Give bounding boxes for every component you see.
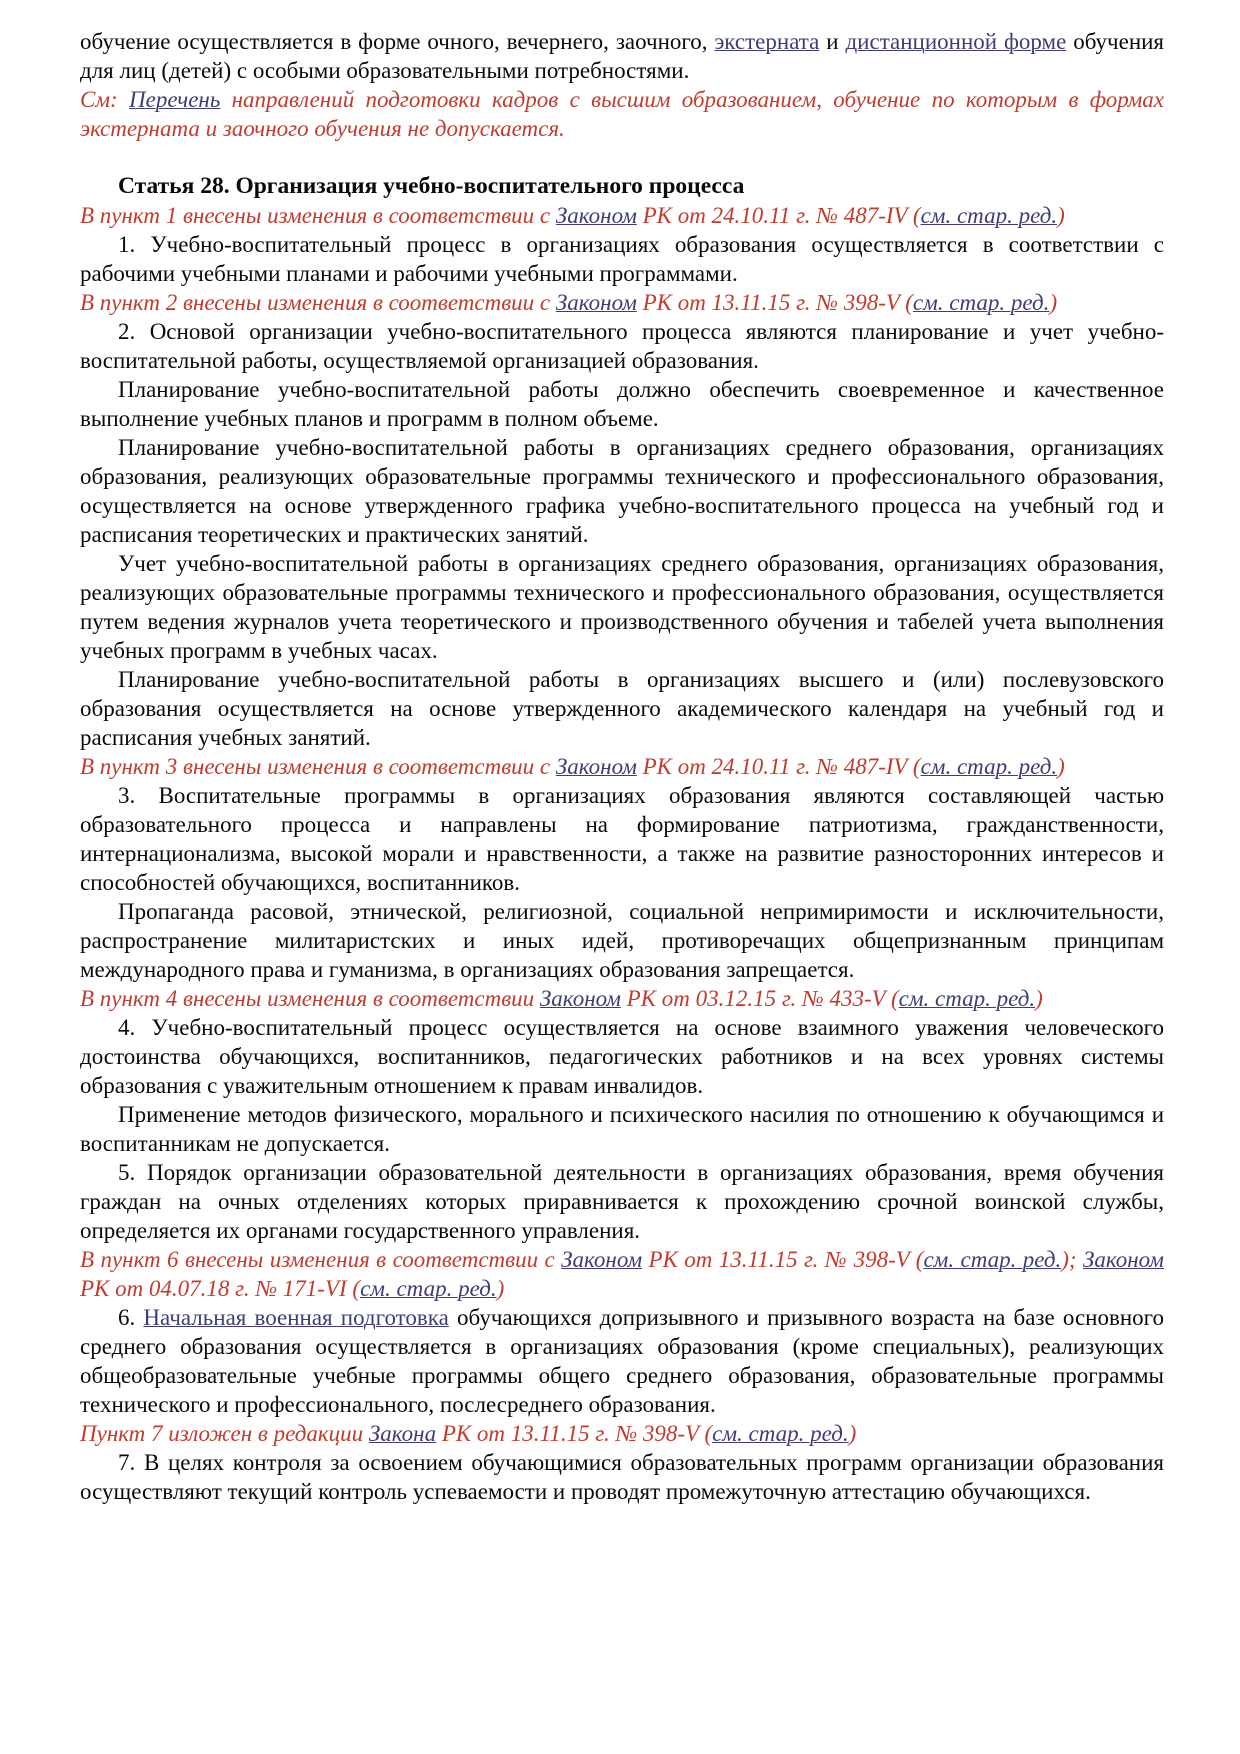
text-run: Пропаганда расовой, этнической, религиозной, социальной непримиримости и исключительности, распространение милитаристских и иных идей, противоречащих общепризнанным принципам международного права и гуманизма, в организациях образования запрещается. (80, 899, 1164, 982)
text-run: В пункт 2 внесены изменения в соответствии с (80, 290, 556, 315)
text-run: направлений подготовки кадров с высшим образованием, обучение по которым в формах экстерната и заочного обучения не допускается. (80, 87, 1165, 141)
para-2-planning (80, 375, 1164, 433)
note-p4-amended (80, 984, 1164, 1013)
text-run: РК от 04.07.18 г. № 171-VI ( (80, 1276, 361, 1301)
text-run: В пункт 6 внесены изменения в соответствии с (80, 1247, 562, 1272)
link-zakon-398[interactable]: Законом (561, 1247, 643, 1272)
text-run: 6. (118, 1305, 144, 1330)
link-zakon-487[interactable]: Законом (555, 203, 637, 228)
link-perechen[interactable]: Перечень (129, 87, 221, 112)
text-run: РК от 24.10.11 г. № 487-IV ( (636, 203, 921, 228)
link-sm-star-red[interactable]: см. стар. ред. (920, 754, 1058, 779)
para-1 (80, 230, 1164, 288)
text-run: обучающихся допризывного и призывного возраста на базе основного среднего образования осуществляется в организациях образования (кроме специальных), реализующих общеобразовательные учебные программы общего среднего образования, образовательные программы технического и профессионального, послесреднего образования. (80, 1305, 1164, 1417)
text-run: 1. Учебно-воспитательный процесс в организациях образования осуществляется в соответствии с рабочими учебными планами и рабочими учебными программами. (80, 232, 1164, 286)
text-run: и (819, 29, 846, 54)
para-5 (80, 1158, 1164, 1245)
para-2-planning-secondary (80, 433, 1164, 549)
text-run: ) (1057, 754, 1065, 779)
note-p1-amended (80, 201, 1164, 230)
see-reference-note (80, 85, 1164, 143)
text-run: 4. Учебно-воспитательный процесс осуществляется на основе взаимного уважения человеческого достоинства обучающихся, воспитанников, педагогических работников и на всех уровнях системы образования с уважительным отношением к правам инвалидов. (80, 1015, 1164, 1098)
para-4-violence (80, 1100, 1164, 1158)
link-externat[interactable]: экстерната (714, 29, 820, 54)
text-run: ) (848, 1421, 857, 1446)
note-p7-new-edition (80, 1419, 1164, 1448)
text-run: В пункт 4 внесены изменения в соответствии (80, 986, 540, 1011)
text-run: См: (80, 87, 129, 112)
text-run: РК от 13.11.15 г. № 398-V ( (642, 1247, 924, 1272)
text-run: ); (1061, 1247, 1083, 1272)
text-run: Планирование учебно-воспитательной работы в организациях высшего и (или) послевузовского образования осуществляется на основе утвержденного академического календаря на учебный год и расписания учебных занятий. (80, 667, 1164, 750)
para-7 (80, 1448, 1164, 1506)
note-p6-amended (80, 1245, 1164, 1303)
text-run: 3. Воспитательные программы в организациях образования являются составляющей частью образовательного процесса и направлены на формирование патриотизма, гражданственности, интернационализма, высокой морали и нравственности, а также на развитие разносторонних интересов и способностей обучающихся, воспитанников. (80, 783, 1164, 895)
text-run: РК от 24.10.11 г. № 487-IV ( (636, 754, 921, 779)
link-sm-star-red[interactable]: см. стар. ред. (360, 1276, 497, 1301)
link-sm-star-red[interactable]: см. стар. ред. (712, 1421, 849, 1446)
link-zakon-487[interactable]: Законом (555, 754, 637, 779)
link-zakon-171[interactable]: Законом (1083, 1247, 1164, 1272)
para-3 (80, 781, 1164, 897)
para-2-planning-higher (80, 665, 1164, 752)
text-run: ) (1057, 203, 1065, 228)
para-6 (80, 1303, 1164, 1419)
text-run: ) (1035, 986, 1043, 1011)
text-run: РК от 13.11.15 г. № 398-V ( (436, 1421, 713, 1446)
para-4 (80, 1013, 1164, 1100)
link-sm-star-red[interactable]: см. стар. ред. (912, 290, 1050, 315)
text-run: обучение осуществляется в форме очного, вечернего, заочного, (80, 29, 715, 54)
link-zakon-398-p7[interactable]: Закона (368, 1421, 437, 1446)
note-p2-amended (80, 288, 1164, 317)
link-zakon-398[interactable]: Законом (555, 290, 637, 315)
text-run: Статья 28. Организация учебно-воспитательного процесса (118, 173, 745, 199)
text-run: 5. Порядок организации образовательной деятельности в организациях образования, время обучения граждан на очных отделениях которых приравнивается к прохождению срочной воинской службы, определяется их органами государственного управления. (80, 1160, 1164, 1243)
text-run: Планирование учебно-воспитательной работы должно обеспечить своевременное и качественное выполнение учебных планов и программ в полном объеме. (80, 377, 1164, 431)
text-run: Пункт 7 изложен в редакции (80, 1421, 369, 1446)
text-run: ) (1049, 290, 1058, 315)
text-run: В пункт 1 внесены изменения в соответствии с (80, 203, 556, 228)
para-2-accounting (80, 549, 1164, 665)
text-run: РК от 13.11.15 г. № 398-V ( (636, 290, 913, 315)
text-run: В пункт 3 внесены изменения в соответствии с (80, 754, 556, 779)
note-p3-amended (80, 752, 1164, 781)
link-sm-star-red[interactable]: см. стар. ред. (923, 1247, 1062, 1272)
para-2 (80, 317, 1164, 375)
link-sm-star-red[interactable]: см. стар. ред. (898, 986, 1036, 1011)
para-3-propaganda (80, 897, 1164, 984)
text-run: Планирование учебно-воспитательной работы в организациях среднего образования, организациях образования, реализующих образовательные программы технического и профессионального образования, осуществляется на основе утвержденного графика учебно-воспитательного процесса на учебный год и расписания теоретических и практических занятий. (80, 435, 1164, 547)
text-run: 7. В целях контроля за освоением обучающимися образовательных программ организации образования осуществляют текущий контроль успеваемости и проводят промежуточную аттестацию обучающихся. (80, 1450, 1164, 1504)
link-sm-star-red[interactable]: см. стар. ред. (920, 203, 1058, 228)
text-run: Учет учебно-воспитательной работы в организациях среднего образования, организациях образования, реализующих образовательные программы технического и профессионального образования, осуществляется путем ведения журналов учета теоретического и производственного обучения и табелей учета выполнения учебных программ в учебных часах. (80, 551, 1164, 663)
link-distance-form[interactable]: дистанционной форме (845, 29, 1067, 54)
link-zakon-433[interactable]: Законом (539, 986, 621, 1011)
text-run: ) (496, 1276, 505, 1301)
link-nachalnaya-voennaya-podgotovka[interactable]: Начальная военная подготовка (143, 1305, 449, 1330)
text-run: обучения для лиц (детей) с особыми образовательными потребностями. (80, 29, 1165, 83)
text-run: РК от 03.12.15 г. № 433-V ( (620, 986, 899, 1011)
heading-article-28 (80, 172, 1164, 201)
text-run: Применение методов физического, морального и психического насилия по отношению к обучающимся и воспитанникам не допускается. (80, 1102, 1164, 1156)
text-run: 2. Основой организации учебно-воспитательного процесса являются планирование и учет учебно-воспитательной работы, осуществляемой организацией образования. (80, 319, 1164, 373)
continued-paragraph (80, 27, 1164, 85)
